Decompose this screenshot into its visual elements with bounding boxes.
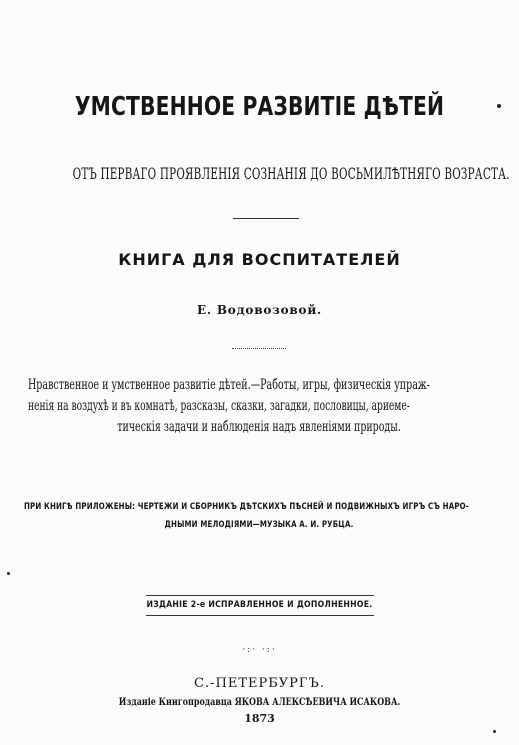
ornament-divider: ·:· ·:·: [242, 645, 277, 655]
edition-rule-bottom: [146, 615, 374, 616]
divider-dotted: [232, 348, 286, 349]
author-name: Е. Водовозовой.: [196, 303, 323, 317]
description-line: Нравственное и умственное развитіе дѣтей.—Работы, игры, физическія упраж-: [28, 377, 430, 393]
book-heading: КНИГА ДЛЯ ВОСПИТАТЕЛЕЙ: [118, 250, 401, 269]
ink-speck: [497, 104, 501, 108]
edition-note: ИЗДАНІЕ 2-е ИСПРАВЛЕННОЕ И ДОПОЛНЕННОЕ.: [146, 600, 373, 610]
appendix-line: ДНЫМИ МЕЛОДІЯМИ—МУЗЫКА А. И. РУБЦА.: [164, 520, 354, 530]
ink-speck: [7, 572, 10, 575]
publisher-line: Изданіе Книгопродавца ЯКОВА АЛЕКСѢЕВИЧА ИСАКОВА.: [118, 697, 401, 708]
edition-rule-top: [146, 595, 374, 596]
appendix-note: [24, 498, 494, 534]
book-title: УМСТВЕННОЕ РАЗВИТІЕ ДѢТЕЙ: [74, 92, 445, 122]
publication-year: 1873: [244, 712, 275, 725]
description-line: тическія задачи и наблюденія надъ явленіями природы.: [117, 419, 401, 435]
appendix-line: ПРИ КНИГѢ ПРИЛОЖЕНЫ: ЧЕРТЕЖИ И СБОРНИКЪ ДѢТСКИХЪ ПѢСНЕЙ И ПОДВИЖНЫХЪ ИГРЪ СЪ НАРО-: [24, 502, 469, 512]
description-line: ненія на воздухѣ и въ комнатѣ, разсказы, сказки, загадки, пословицы, ариеме-: [28, 398, 410, 414]
book-subtitle: ОТЪ ПЕРВАГО ПРОЯВЛЕНІЯ СОЗНАНІЯ ДО ВОСЬМИЛѢТНЯГО ВОЗРАСТА.: [72, 164, 510, 183]
divider-rule-1: [233, 218, 299, 219]
publication-city: С.-ПЕТЕРБУРГЪ.: [194, 676, 325, 691]
ink-speck: [493, 730, 496, 733]
contents-description: [28, 375, 490, 438]
